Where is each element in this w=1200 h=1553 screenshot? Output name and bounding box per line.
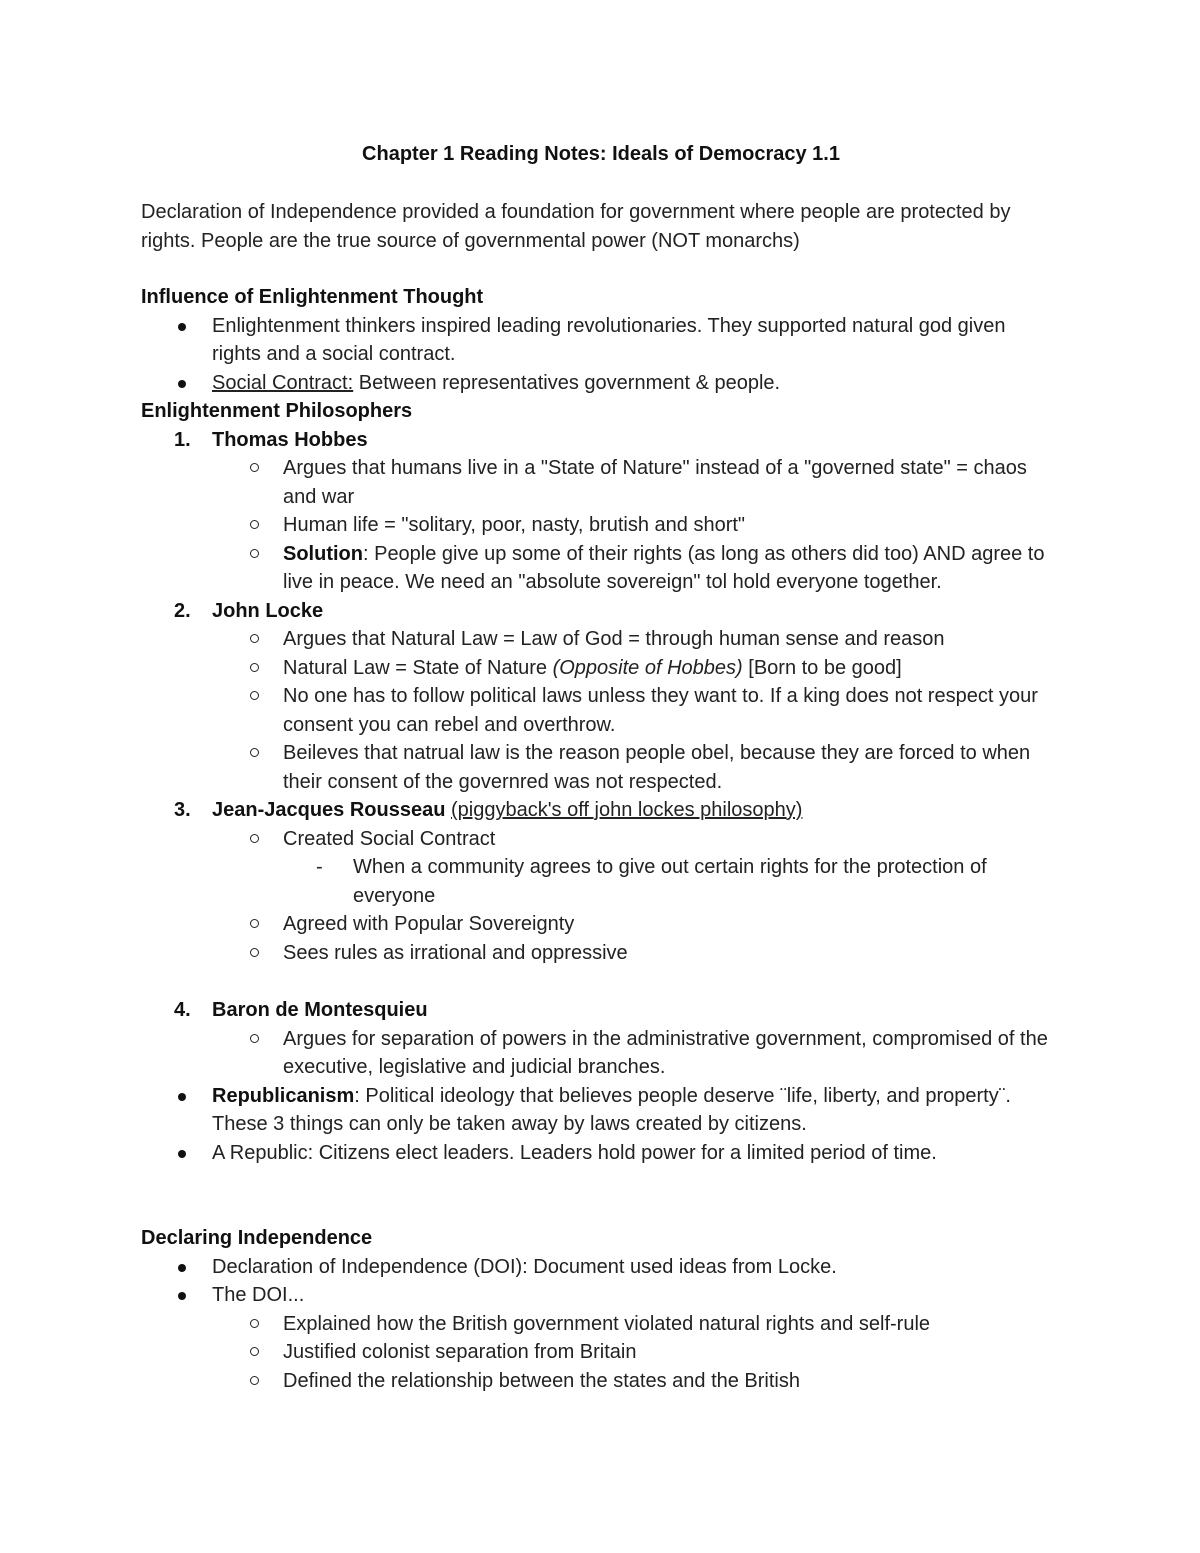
section-heading: Influence of Enlightenment Thought	[141, 286, 484, 308]
dash-bullet: -	[316, 856, 323, 878]
section-philosophers	[141, 397, 1056, 1167]
sub-list-item	[141, 939, 1056, 968]
philosopher-note: (piggyback's off john lockes philosophy)	[451, 799, 803, 821]
circle-bullet-icon	[250, 1319, 259, 1328]
sub-item-text: Human life = "solitary, poor, nasty, brutish and short"	[283, 514, 746, 536]
list-item-text: Declaration of Independence (DOI): Document used ideas from Locke.	[212, 1255, 837, 1278]
sub-item-text: Explained how the British government violated natural rights and self-rule	[283, 1312, 931, 1335]
intro-paragraph	[141, 198, 1056, 255]
sub-item-text: Created Social Contract	[283, 827, 496, 850]
section-heading: Declaring Independence	[141, 1227, 373, 1249]
bullet-icon	[178, 1264, 186, 1272]
sub-item-text: : People give up some of their rights (as long as others did too) AND agree to live in peace. We need an "absolute sovereign" tol hold everyone together.	[283, 542, 1045, 593]
sub-list-item	[141, 1338, 1056, 1367]
sub-item-text: Defined the relationship between the states and the British	[283, 1369, 800, 1392]
sub-list-item	[141, 682, 1056, 739]
circle-bullet-icon	[250, 834, 259, 843]
sub-list-item	[141, 454, 1056, 511]
circle-bullet-icon	[250, 1376, 259, 1385]
term-label: Republicanism	[212, 1084, 355, 1107]
philosopher-name: Baron de Montesquieu	[212, 999, 428, 1021]
bullet-list	[141, 1253, 1056, 1396]
philosopher-name: Thomas Hobbes	[212, 428, 368, 451]
list-item	[141, 1281, 1056, 1395]
list-item-text: : Political ideology that believes people deserve ¨life, liberty, and property¨. These 3 things can only be taken away by laws created by citizens.	[212, 1084, 1011, 1135]
numbered-list	[141, 426, 1056, 1082]
list-item	[141, 1139, 1056, 1168]
term-label: Solution	[283, 542, 363, 565]
intro-text: Declaration of Independence provided a foundation for government where people are protected by rights. People are the true source of governmental power (NOT monarchs)	[141, 201, 1011, 252]
sub-item-text: No one has to follow political laws unless they want to. If a king does not respect your consent you can rebel and overthrow.	[283, 685, 1038, 736]
bullet-list	[141, 312, 1056, 398]
sub-item-text: Argues that humans live in a "State of Nature" instead of a "governed state" = chaos and war	[283, 457, 1027, 508]
italic-note: (Opposite of Hobbes)	[552, 656, 743, 679]
section-enlightenment	[141, 283, 1056, 397]
sub-list-item	[141, 654, 1056, 683]
bullet-icon	[178, 1093, 186, 1101]
sub-item-text: [Born to be good]	[742, 656, 902, 679]
item-number: 4.	[174, 999, 191, 1021]
sub-sub-item-text: When a community agrees to give out certain rights for the protection of everyone	[353, 856, 987, 907]
philosopher-name: Jean-Jacques Rousseau	[212, 799, 446, 821]
term-label: Social Contract:	[212, 371, 354, 394]
sub-list-item	[141, 540, 1056, 597]
sub-item-text: Argues that Natural Law = Law of God = through human sense and reason	[283, 628, 945, 650]
list-item	[141, 312, 1056, 369]
sub-list	[212, 1025, 1056, 1082]
list-item-text: Enlightenment thinkers inspired leading revolutionaries. They supported natural god given rights and a social contract.	[212, 314, 1006, 365]
list-item-text: Between representatives government & people.	[353, 371, 781, 394]
sub-sub-list	[283, 853, 1056, 910]
list-item	[141, 369, 1056, 398]
circle-bullet-icon	[250, 663, 259, 672]
section-declaring	[141, 1224, 1056, 1395]
sub-list	[212, 454, 1056, 597]
item-number: 3.	[174, 799, 191, 821]
circle-bullet-icon	[250, 691, 259, 700]
circle-bullet-icon	[250, 948, 259, 957]
circle-bullet-icon	[250, 1347, 259, 1356]
bullet-icon	[178, 1292, 186, 1300]
sub-list-item	[141, 739, 1056, 796]
bullet-icon	[178, 323, 186, 331]
circle-bullet-icon	[250, 634, 259, 643]
list-item	[141, 1253, 1056, 1282]
philosopher-item	[141, 796, 1056, 967]
sub-list-item	[141, 910, 1056, 939]
sub-item-text: Beileves that natrual law is the reason people obel, because they are forced to when their consent of the governred was not respected.	[283, 742, 1031, 793]
philosopher-name: John Locke	[212, 599, 324, 622]
sub-list-item	[141, 625, 1056, 654]
sub-list	[212, 625, 1056, 796]
bullet-icon	[178, 380, 186, 388]
sub-list-item	[141, 825, 1056, 911]
sub-list	[212, 825, 1056, 968]
sub-list-item	[141, 1310, 1056, 1339]
list-item-text: A Republic: Citizens elect leaders. Leaders hold power for a limited period of time.	[212, 1141, 937, 1164]
list-item	[141, 1082, 1056, 1139]
circle-bullet-icon	[250, 1034, 259, 1043]
item-number: 1.	[174, 428, 191, 451]
circle-bullet-icon	[250, 748, 259, 757]
circle-bullet-icon	[250, 520, 259, 529]
sub-list-item	[141, 511, 1056, 540]
list-item-text: The DOI...	[212, 1284, 305, 1306]
sub-list-item	[141, 1367, 1056, 1396]
sub-sub-list-item	[141, 853, 1056, 910]
section-heading: Enlightenment Philosophers	[141, 400, 413, 422]
sub-item-text: Sees rules as irrational and oppressive	[283, 941, 628, 964]
sub-item-text: Argues for separation of powers in the administrative government, compromised of the executive, legislative and judicial branches.	[283, 1027, 1048, 1078]
philosopher-item	[141, 996, 1056, 1082]
circle-bullet-icon	[250, 549, 259, 558]
sub-item-text: Agreed with Popular Sovereignty	[283, 913, 575, 935]
page-title: Chapter 1 Reading Notes: Ideals of Democracy 1.1	[362, 143, 840, 165]
sub-item-text: Justified colonist separation from Britain	[283, 1341, 637, 1363]
sub-list	[212, 1310, 1056, 1396]
philosopher-item	[141, 426, 1056, 597]
sub-item-text: Natural Law = State of Nature	[283, 656, 553, 679]
item-number: 2.	[174, 599, 191, 622]
bullet-list	[141, 1082, 1056, 1168]
philosopher-item	[141, 597, 1056, 797]
bullet-icon	[178, 1150, 186, 1158]
sub-list-item	[141, 1025, 1056, 1082]
circle-bullet-icon	[250, 463, 259, 472]
circle-bullet-icon	[250, 919, 259, 928]
